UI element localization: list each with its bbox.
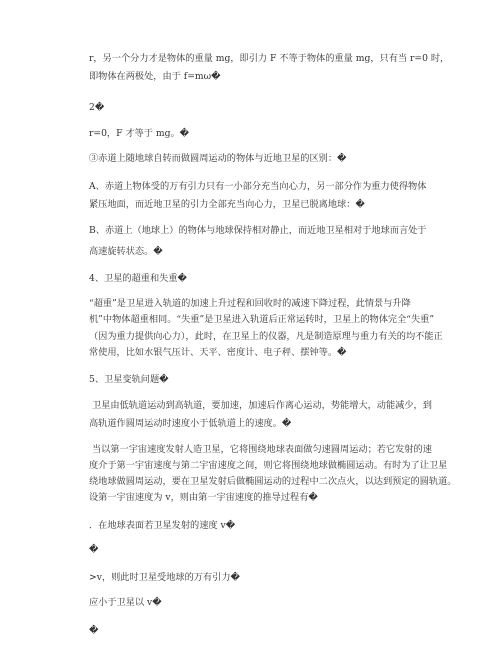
paragraph-line: � [89,625,99,636]
paragraph-line: A、赤道上物体受的万有引力只有一小部分充当向心力，另一部分作为重力使得物体 [89,181,427,192]
paragraph-line: 高速旋转状态。� [89,246,163,257]
paragraph-line: 应小于卫星以 v� [89,597,162,608]
paragraph-line: 高轨道作圆周运动时速度小于低轨道上的速度。� [89,418,292,429]
paragraph-line: 当以第一宇宙速度发射人造卫星，它将围绕地球表面做匀速圆周运动；若它发射的速 [92,444,432,455]
paragraph-line: 即物体在两极处，由于 f=mω� [89,71,221,82]
paragraph-line: 卫星由低轨道运动到高轨道，要加速，加速后作离心运动，势能增大，动能减少，到 [92,400,432,411]
paragraph-line: 度介于第一宇宙速度与第二宇宙速度之间，则它将围绕地球做椭圆运动。有时为了让卫星 [89,460,448,471]
section-heading: 4、卫星的超重和失重� [89,273,187,284]
paragraph-line: 绕地球做圆周运动，要在卫星发射后做椭圆运动的过程中二次点火，以达到预定的圆轨道。 [89,476,457,487]
paragraph-line: 2� [89,102,105,113]
paragraph-line: r，另一个分力才是物体的重量 mg，即引力 F 不等于物体的重量 mg，只有当 r=0 时， [89,53,450,64]
paragraph-line: 常使用，比如水银气压计、天平、密度计、电子秤、摆钟等。� [89,347,347,358]
paragraph-line: （因为重力提供向心力），此时，在卫星上的仪器，凡是制造原理与重力有关的均不能正 [89,331,443,342]
paragraph-line: >v，则此时卫星受地球的万有引力� [89,572,240,583]
section-heading: ③赤道上随地球自转而做圆周运动的物体与近地卫星的区别：� [89,153,347,164]
paragraph-line: 设第一宇宙速度为 v，则由第一宇宙速度的推导过程有� [89,492,318,503]
paragraph-line: 紧压地面，而近地卫星的引力全部充当向心力，卫星已脱离地球：� [89,199,365,210]
paragraph-line: “超重”是卫星进入轨道的加速上升过程和回收时的减速下降过程，此情景与升降 [89,298,411,309]
paragraph-line: 机”中物体超重相同。“失重”是卫星进入轨道后正常运转时，卫星上的物体完全“失重” [89,314,435,325]
paragraph-line: ．在地球表面若卫星发射的速度 v� [89,520,236,531]
section-heading: 5、卫星变轨问题� [89,374,169,385]
paragraph-line: r=0，F 才等于 mg。� [89,128,190,139]
paragraph-line: B、赤道上（地球上）的物体与地球保持相对静止，而近地卫星相对于地球而言处于 [89,225,427,236]
paragraph-line: � [89,544,99,555]
